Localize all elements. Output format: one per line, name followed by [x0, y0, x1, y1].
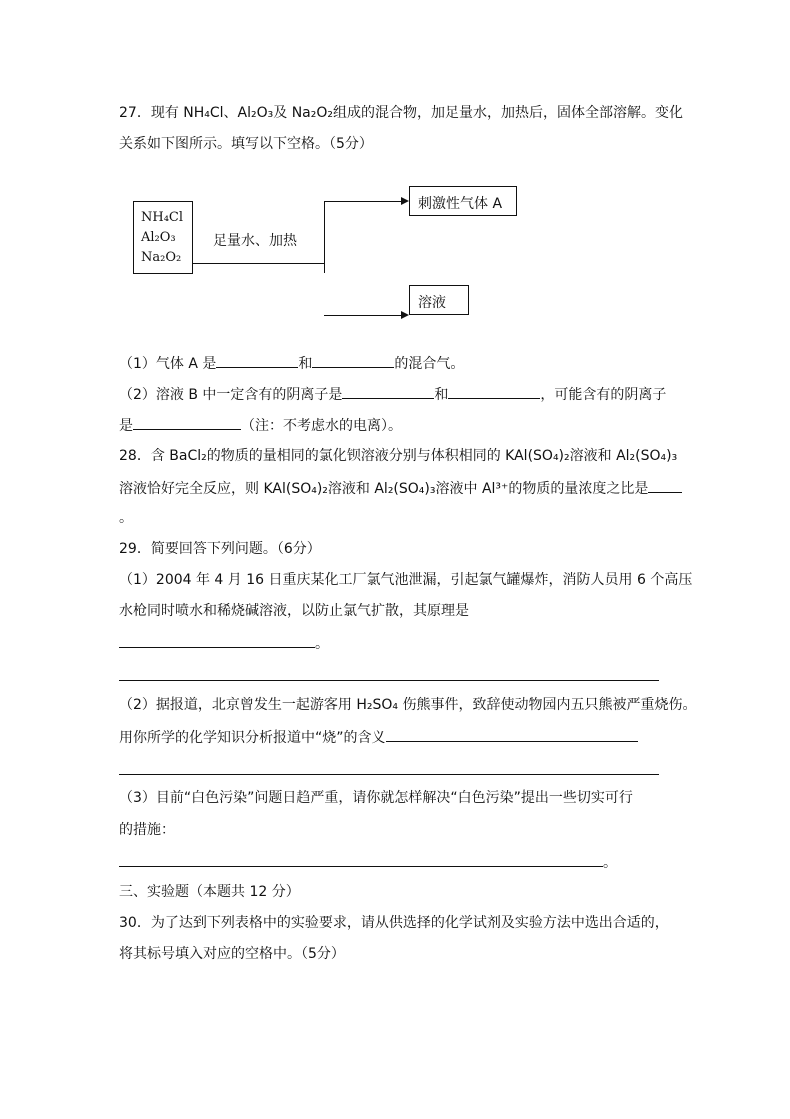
q27-text-line1: 27．现有 NH₄Cl、Al₂O₃及 Na₂O₂组成的混合物，加足量水，加热后，固体全部溶解。变化 — [119, 105, 683, 121]
q27-part2-blank3[interactable] — [133, 415, 241, 430]
q30-text-line1: 30．为了达到下列表格中的实验要求，请从供选择的化学试剂及实验方法中选出合适的， — [119, 915, 669, 931]
q29-part1-end: 。 — [315, 636, 329, 652]
q29-part3-end: 。 — [603, 855, 617, 871]
gas-product-label: 刺激性气体 A — [418, 196, 503, 212]
q29-answer-line-2[interactable] — [119, 774, 659, 775]
reactant-nh4cl: NH₄Cl — [141, 210, 184, 225]
q29-part2-line2-text: 用你所学的化学知识分析报道中“烧”的含义 — [119, 730, 386, 746]
q27-part2-mid: 和 — [434, 387, 449, 403]
q29-title: 29．简要回答下列问题。（6分） — [119, 541, 321, 557]
branch-upper-line — [324, 201, 325, 273]
q27-part1-mid: 和 — [298, 356, 313, 372]
q29-part2-blank[interactable] — [386, 727, 638, 742]
q28-text-line2 — [119, 478, 682, 498]
q28-text-line3: 。 — [119, 510, 133, 526]
gas-arrowhead — [401, 197, 409, 205]
q27-part1-suffix: 的混合气。 — [394, 356, 465, 372]
q29-part1-line2: 水枪同时喷水和稀烧碱溶液，以防止氯气扩散，其原理是 — [119, 603, 469, 619]
q29-answer-line-1[interactable] — [119, 680, 659, 681]
section3-heading: 三、实验题（本题共 12 分） — [119, 884, 300, 900]
q27-part2-line2-suffix: （注：不考虑水的电离）。 — [241, 418, 402, 434]
q29-part1-line1: （1）2004 年 4 月 16 日重庆某化工厂氯气池泄漏，引起氯气罐爆炸，消防人员用 6 个高压 — [119, 572, 693, 588]
reactant-al2o3: Al₂O₃ — [141, 230, 176, 245]
reaction-condition: 足量水、加热 — [213, 233, 297, 249]
q28-blank[interactable] — [648, 478, 682, 493]
reactant-na2o2: Na₂O₂ — [141, 250, 182, 265]
q27-part2-line2-prefix: 是 — [119, 418, 133, 434]
solution-product-label: 溶液 — [418, 295, 446, 311]
q27-part2-blank2[interactable] — [448, 384, 540, 399]
q28-text-line1: 28．含 BaCl₂的物质的量相同的氯化钡溶液分别与体积相同的 KAl(SO₄)₂溶液和 Al₂(SO₄)₃ — [119, 448, 678, 464]
q27-part2-line1 — [119, 384, 666, 404]
q27-part1-prefix: （1）气体 A 是 — [119, 356, 217, 372]
solution-product-box — [409, 285, 469, 315]
q29-part1-blank[interactable] — [119, 633, 315, 648]
q29-part3-line1: （3）目前“白色污染”问题日趋严重，请你就怎样解决“白色污染”提出一些切实可行 — [119, 790, 633, 806]
q28-line2-prefix: 溶液恰好完全反应，则 KAl(SO₄)₂溶液和 Al₂(SO₄)₃溶液中 Al³⁺的物质的量浓度之比是 — [119, 481, 649, 497]
reaction-line — [192, 263, 324, 264]
q29-part2-line1: （2）据报道，北京曾发生一起游客用 H₂SO₄ 伤熊事件，致辞使动物园内五只熊被严重烧伤。 — [119, 697, 697, 713]
q27-part1 — [119, 353, 464, 373]
gas-arrow-line — [324, 201, 402, 202]
q29-part3-answer — [119, 852, 617, 872]
gas-product-box — [409, 186, 517, 216]
q29-part3-line2: 的措施： — [119, 822, 175, 838]
q27-part2-blank1[interactable] — [342, 384, 434, 399]
solution-arrow-line — [324, 315, 402, 316]
q30-text-line2: 将其标号填入对应的空格中。（5分） — [119, 946, 345, 962]
q27-part1-blank2[interactable] — [312, 353, 394, 368]
q27-part2-prefix: （2）溶液 B 中一定含有的阴离子是 — [119, 387, 343, 403]
solution-arrowhead — [401, 311, 409, 319]
q27-part2-suffix: ，可能含有的阴离子 — [540, 387, 667, 403]
reactants-box — [133, 201, 193, 274]
q29-part3-blank[interactable] — [119, 852, 603, 867]
q29-part2-line2 — [119, 727, 638, 747]
q29-part1-answer — [119, 633, 329, 653]
q27-part2-line2 — [119, 415, 402, 435]
q27-part1-blank1[interactable] — [216, 353, 298, 368]
q27-text-line2: 关系如下图所示。填写以下空格。（5分） — [119, 136, 373, 152]
